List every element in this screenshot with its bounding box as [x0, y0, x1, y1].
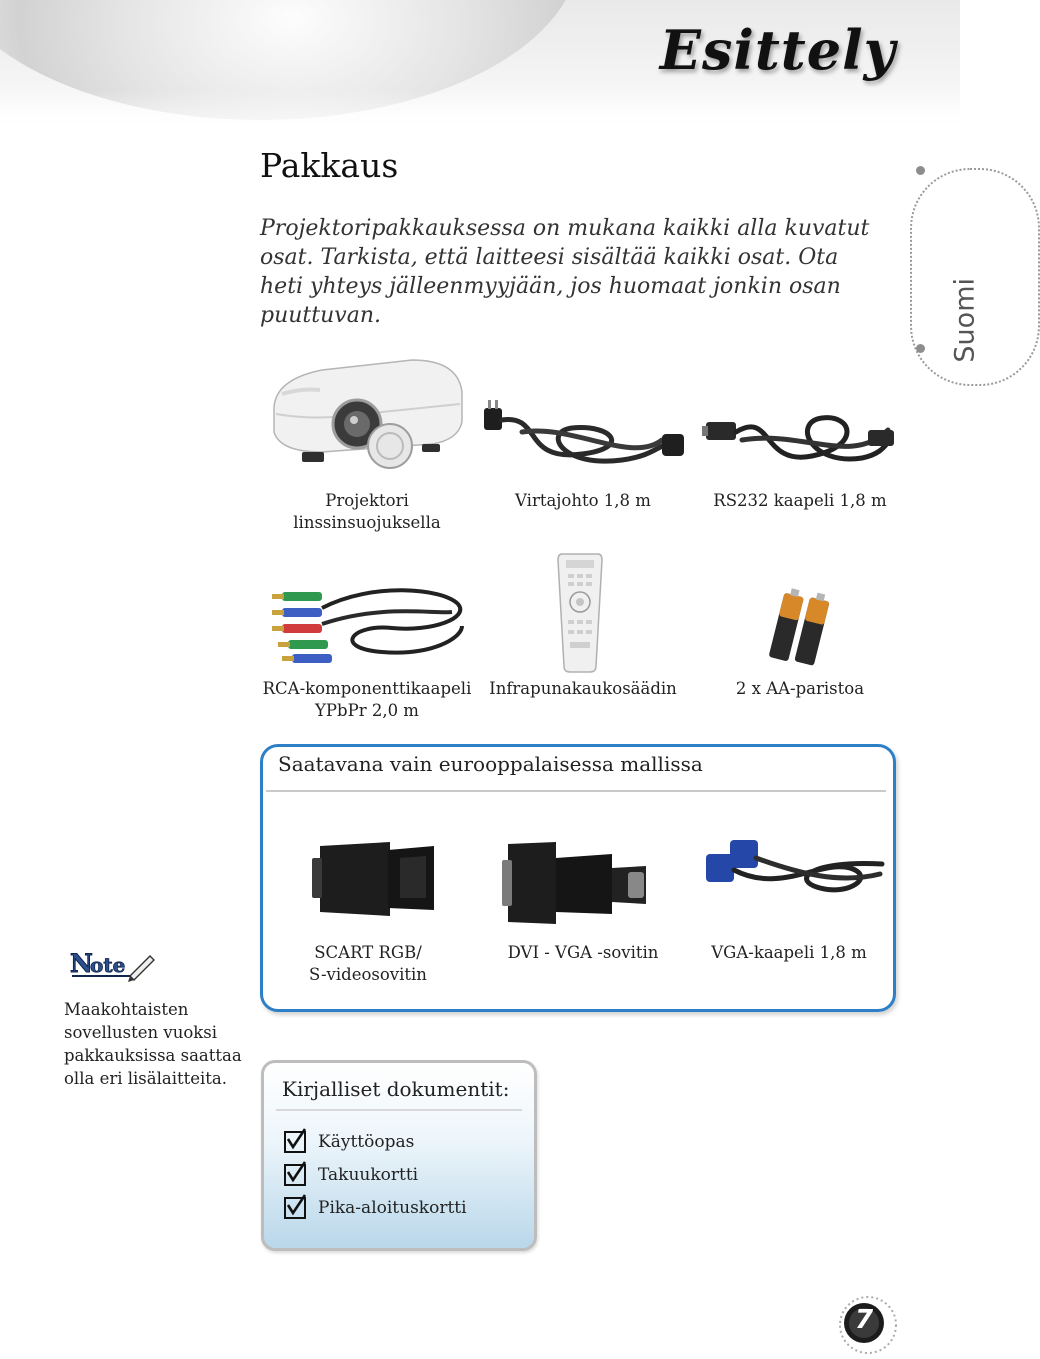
item-label: SCART RGB/ [314, 943, 422, 962]
side-tab-dot-top [916, 166, 925, 175]
chapter-title: Esittely [659, 18, 896, 82]
item-rs232-cable [700, 490, 900, 512]
checkbox-checked-icon [284, 1164, 306, 1186]
documents-item [284, 1164, 418, 1186]
section-title: Pakkaus [260, 146, 399, 185]
documents-title: Kirjalliset dokumentit: [282, 1077, 510, 1101]
svg-text:ote: ote [90, 953, 126, 977]
eu-box-title: Saatavana vain eurooppalaisessa mallissa [278, 752, 703, 776]
page-number-badge [838, 1295, 898, 1355]
rca-cable-icon [262, 578, 472, 674]
documents-divider [276, 1109, 522, 1111]
item-label: Infrapunakaukosäädin [489, 679, 677, 698]
projector-icon [262, 352, 472, 474]
note-logo [70, 946, 160, 986]
item-label-line2: linssinsuojuksella [293, 513, 441, 532]
note-text: Maakohtaisten sovellusten vuoksi pakkauksissa saattaa olla eri lisälaitteita. [64, 1000, 242, 1088]
item-dvi-vga-adapter [490, 942, 676, 964]
item-vga-cable [700, 942, 878, 964]
item-label: VGA-kaapeli 1,8 m [711, 943, 867, 962]
power-cord-icon [482, 394, 692, 476]
item-batteries [712, 678, 888, 700]
eu-box-divider [266, 790, 886, 792]
remote-control-icon [556, 550, 604, 674]
language-label: Suomi [950, 278, 981, 363]
item-label: RS232 kaapeli 1,8 m [713, 491, 887, 510]
item-label: Projektori [325, 491, 409, 510]
scart-adapter-icon [312, 836, 440, 924]
checkbox-checked-icon [284, 1131, 306, 1153]
documents-item [284, 1131, 414, 1153]
item-power-cord [482, 490, 684, 512]
item-label: 2 x AA-paristoa [735, 679, 865, 698]
note-pencil-icon [70, 946, 160, 982]
documents-item-label: Takuukortti [318, 1165, 419, 1185]
section-intro: Projektoripakkauksessa on mukana kaikki alla kuvatut osat. Tarkista, että laitteesi sisältää kaikki osat. Ota heti yhteys jälleenmyyjään, jos huomaat jonkin osan puuttuvan. [260, 216, 870, 328]
vga-cable-icon [700, 834, 886, 906]
item-projector [262, 490, 472, 534]
item-remote-control [484, 678, 682, 700]
item-label: DVI - VGA -sovitin [507, 943, 659, 962]
item-label: Virtajohto 1,8 m [515, 491, 651, 510]
dvi-vga-adapter-icon [500, 834, 656, 932]
documents-item [284, 1197, 467, 1219]
page-number: 7 [854, 1305, 874, 1335]
item-rca-cable [254, 678, 480, 722]
item-label-line2: S-videosovitin [309, 965, 427, 984]
checkbox-checked-icon [284, 1197, 306, 1219]
svg-text:N: N [70, 949, 93, 978]
rs232-cable-icon [702, 400, 898, 476]
batteries-icon [764, 588, 840, 672]
documents-item-label: Pika-aloituskortti [318, 1198, 467, 1218]
item-label: RCA-komponenttikaapeli [262, 679, 472, 698]
side-tab-dot-bottom [916, 344, 925, 353]
documents-box [261, 1060, 537, 1251]
header-fade [0, 90, 960, 140]
item-label-line2: YPbPr 2,0 m [315, 701, 419, 720]
item-scart-adapter [296, 942, 440, 986]
documents-item-label: Käyttöopas [318, 1132, 415, 1152]
